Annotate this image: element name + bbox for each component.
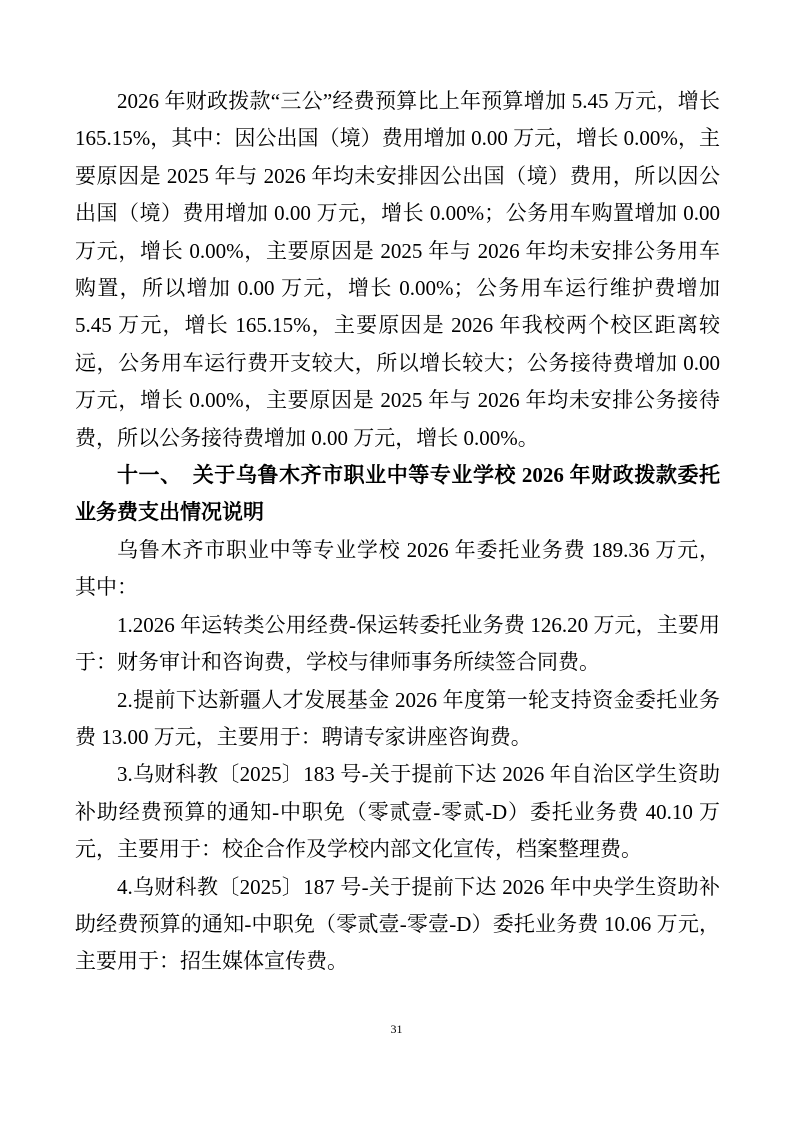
paragraph-entrusted-total: 乌鲁木齐市职业中等专业学校 2026 年委托业务费 189.36 万元，其中： (75, 537, 720, 600)
paragraph-sangong-expenses: 2026 年财政拨款“三公”经费预算比上年预算增加 5.45 万元，增长 165.15%，其中：因公出国（境）费用增加 0.00 万元，增长 0.00%，主要原因是 2025 年与 2026 年均未安排因公出国（境）费用，所以因公出国（境）费用增加 0.00 万元，增长 0.00%；公务用车购置增加 0.00 万元，增长 0.00%，主要原因是 2025 年与 2026 年均未安排公务用车购置，所以增加 0.00 万元，增长 0.00%；公务用车运行维护费增加 5.45 万元，增长 165.15%，主要原因是 2026 年我校两个校区距离较远，公务用车运行费开支较大，所以增长较大；公务接待费增加 0.00 万元，增长 0.00%，主要原因是 2025 年与 2026 年均未安排公务接待费，所以公务接待费增加 0.00 万元，增长 0.00%。 (75, 89, 720, 450)
list-item-2: 2.提前下达新疆人才发展基金 2026 年度第一轮支持资金委托业务费 13.00 万元，主要用于：聘请专家讲座咨询费。 (75, 687, 720, 749)
document-body (75, 83, 720, 981)
section-heading-11: 十一、 关于乌鲁木齐市职业中等专业学校 2026 年财政拨款委托业务费支出情况说明 (75, 463, 720, 525)
list-item-1: 1.2026 年运转类公用经费-保运转委托业务费 126.20 万元，主要用于：财务审计和咨询费，学校与律师事务所续签合同费。 (75, 612, 720, 675)
list-item-3: 3.乌财科教〔2025〕183 号-关于提前下达 2026 年自治区学生资助补助经费预算的通知-中职免（零贰壹-零贰-D）委托业务费 40.10 万元，主要用于：校企合作及学校内部文化宣传，档案整理费。 (75, 762, 720, 862)
page-number: 31 (390, 1022, 403, 1036)
list-item-4: 4.乌财科教〔2025〕187 号-关于提前下达 2026 年中央学生资助补助经费预算的通知-中职免（零贰壹-零壹-D）委托业务费 10.06 万元，主要用于：招生媒体宣传费。 (75, 874, 720, 974)
